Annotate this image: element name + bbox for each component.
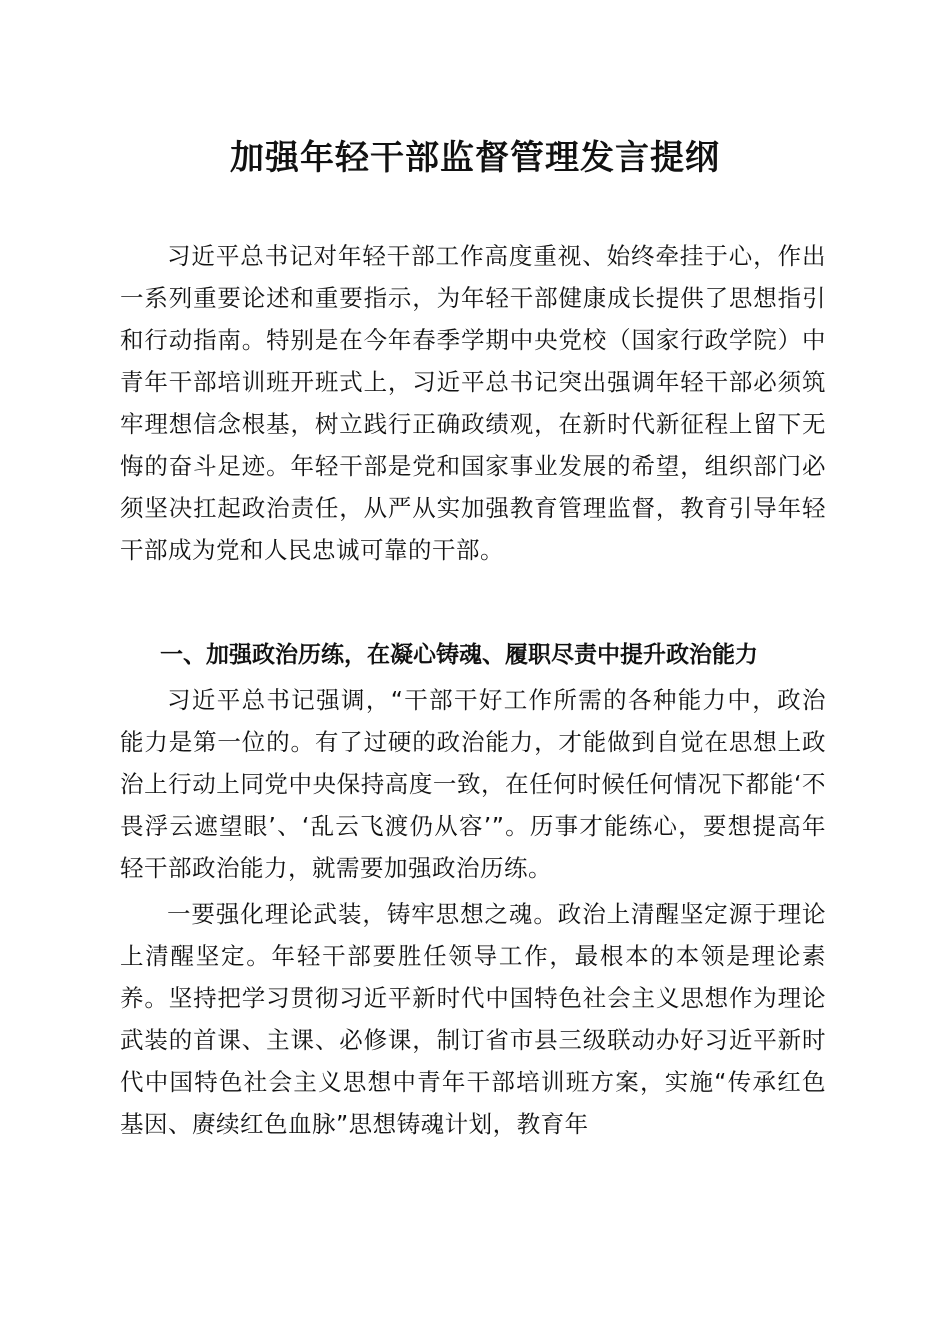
intro-paragraph: 习近平总书记对年轻干部工作高度重视、始终牵挂于心，作出一系列重要论述和重要指示，为年轻干部健康成长提供了思想指引和行动指南。特别是在今年春季学期中央党校（国家行政学院）中青年干部培训班开班式上，习近平总书记突出强调年轻干部必须筑牢理想信念根基，树立践行正确政绩观，在新时代新征程上留下无悔的奋斗足迹。年轻干部是党和国家事业发展的希望，组织部门必须坚决扛起政治责任，从严从实加强教育管理监督，教育引导年轻干部成为党和人民忠诚可靠的干部。 (120, 242, 826, 564)
document-title: 加强年轻干部监督管理发言提纲 (230, 138, 720, 178)
section-heading-1: 一、加强政治历练，在凝心铸魂、履职尽责中提升政治能力 (160, 642, 758, 668)
section1-paragraph-2: 一要强化理论武装，铸牢思想之魂。政治上清醒坚定源于理论上清醒坚定。年轻干部要胜任领导工作，最根本的本领是理论素养。坚持把学习贯彻习近平新时代中国特色社会主义思想作为理论武装的首课、主课、必修课，制订省市县三级联动办好习近平新时代中国特色社会主义思想中青年干部培训班方案，实施“传承红色基因、赓续红色血脉”思想铸魂计划，教育年 (120, 900, 826, 1138)
section1-paragraph-1: 习近平总书记强调，“干部干好工作所需的各种能力中，政治能力是第一位的。有了过硬的政治能力，才能做到自觉在思想上政治上行动上同党中央保持高度一致，在任何时候任何情况下都能‘不畏浮云遮望眼’、‘乱云飞渡仍从容’”。历事才能练心，要想提高年轻干部政治能力，就需要加强政治历练。 (120, 686, 826, 882)
